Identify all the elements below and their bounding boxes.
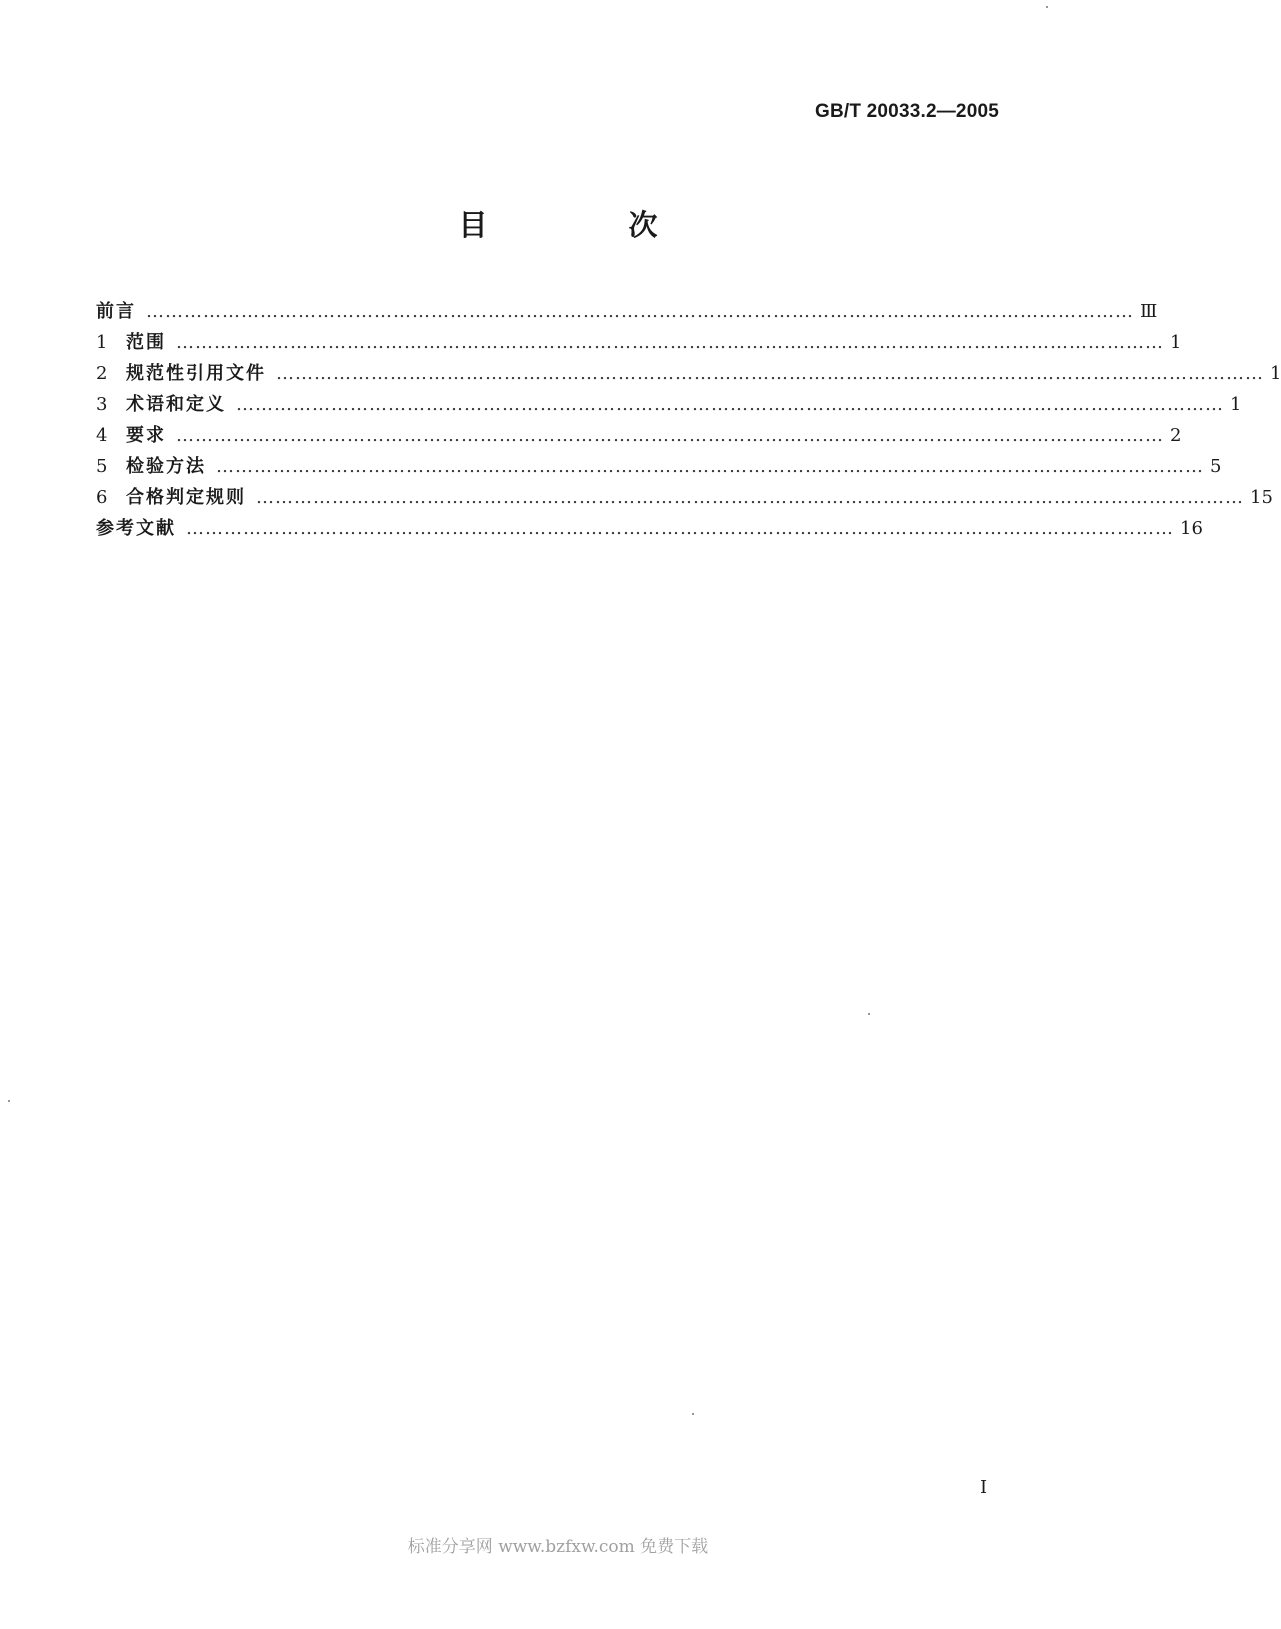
toc-section-number: 4	[96, 425, 108, 446]
page-folio: I	[980, 1477, 988, 1498]
scan-speck	[8, 1100, 10, 1102]
toc-leader-dots: …………………………………………………………………………………………………………………………………………	[186, 518, 1174, 539]
toc-entry-title: 参考文献	[96, 518, 176, 539]
toc-title: 目 次	[458, 208, 714, 242]
toc-leader-dots: …………………………………………………………………………………………………………………………………………	[216, 456, 1204, 477]
toc-entry-title: 术语和定义	[126, 394, 226, 415]
toc-entry-title: 范围	[126, 332, 166, 353]
toc-entry-title: 检验方法	[126, 456, 206, 477]
toc-entry-title: 规范性引用文件	[126, 363, 266, 384]
toc-entry-scope[interactable]	[96, 328, 1182, 359]
scan-speck	[1046, 6, 1048, 8]
toc-leader-dots: …………………………………………………………………………………………………………………………………………	[176, 425, 1164, 446]
toc-section-number: 3	[96, 394, 108, 415]
toc-page-number: 5	[1210, 456, 1222, 477]
toc-leader-dots: …………………………………………………………………………………………………………………………………………	[236, 394, 1224, 415]
toc-page-number: 16	[1180, 518, 1203, 539]
toc-leader-dots: …………………………………………………………………………………………………………………………………………	[256, 487, 1244, 508]
toc-entry-foreword[interactable]	[96, 297, 1158, 328]
toc-entry-title: 合格判定规则	[126, 487, 246, 508]
scan-speck	[868, 1013, 870, 1015]
toc-section-number: 1	[96, 332, 108, 353]
toc-page-number: 15	[1250, 487, 1273, 508]
standard-number: GB/T 20033.2—2005	[814, 101, 999, 122]
toc-entry-bibliography[interactable]	[96, 514, 1203, 545]
watermark-text: 标准分享网 www.bzfxw.com 免费下载	[407, 1537, 709, 1557]
toc-leader-dots: …………………………………………………………………………………………………………………………………………	[146, 301, 1134, 322]
toc-page-number: 1	[1170, 332, 1182, 353]
toc-page-number: 1	[1230, 394, 1242, 415]
toc-entry-title: 要求	[126, 425, 166, 446]
toc-entry-conformity-rules[interactable]	[96, 483, 1273, 514]
toc-leader-dots: …………………………………………………………………………………………………………………………………………	[276, 363, 1264, 384]
toc-page-number: 2	[1170, 425, 1182, 446]
toc-entry-test-methods[interactable]	[96, 452, 1222, 483]
toc-entry-normative-references[interactable]	[96, 359, 1281, 390]
toc-entry-title: 前言	[96, 301, 136, 322]
toc-section-number: 5	[96, 456, 108, 477]
toc-entry-terms-definitions[interactable]	[96, 390, 1242, 421]
scan-speck	[692, 1413, 694, 1415]
table-of-contents	[96, 297, 1281, 545]
toc-page-number: Ⅲ	[1140, 301, 1158, 322]
toc-page-number: 1	[1270, 363, 1281, 384]
toc-section-number: 6	[96, 487, 108, 508]
toc-section-number: 2	[96, 363, 108, 384]
toc-leader-dots: …………………………………………………………………………………………………………………………………………	[176, 332, 1164, 353]
toc-entry-requirements[interactable]	[96, 421, 1182, 452]
